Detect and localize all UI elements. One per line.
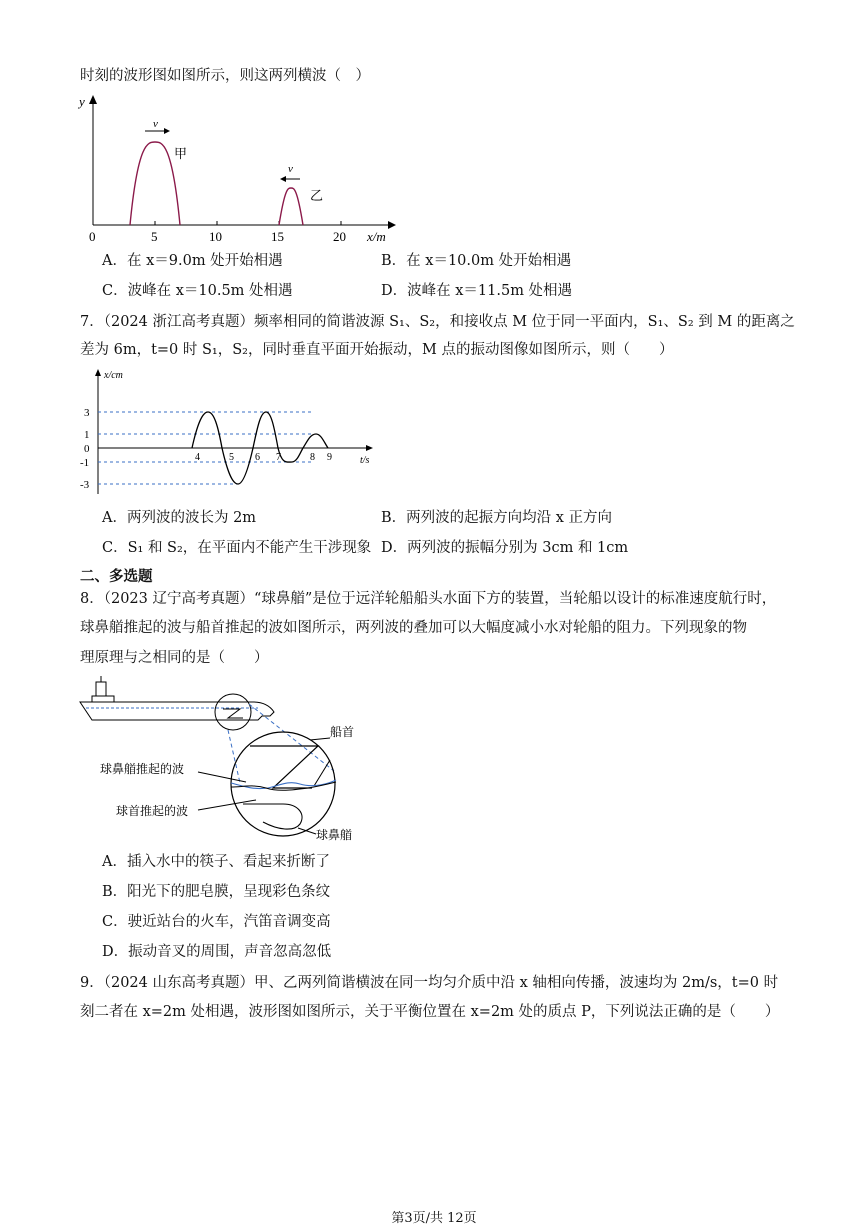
x-tick-0: 0 [89,229,96,244]
label-bow-wave: 球首推起的波 [116,804,189,818]
x-axis-label: t/s [360,455,370,466]
x-tick-10: 10 [209,229,222,244]
q8-line2: 球鼻艏推起的波与船首推起的波如图所示，两列波的叠加可以大幅度减小水对轮船的阻力。下列现象的物 [80,620,747,636]
page-footer: 第3页/共 12页 [391,1211,477,1226]
q6-intro: 时刻的波形图如图所示，则这两列横波（ ） [80,68,370,84]
x-axis-label: x/m [367,229,386,244]
q6-option-b: B．在 x＝10.0m 处开始相遇 [381,253,572,269]
y-axis-label: x/cm [104,370,123,381]
x-tick-4: 4 [195,452,200,463]
wave-jia [130,142,180,225]
q6-option-d: D．波峰在 x＝11.5m 处相遇 [381,283,573,299]
wave-yi [279,188,303,225]
q7-option-c: C．S₁ 和 S₂，在平面内不能产生干涉现象 [102,540,372,556]
q8-ship-figure [78,676,378,846]
wave-yi-label: 乙 [310,188,324,203]
x-tick-7: 7 [276,452,281,463]
q7-line2: 差为 6m，t=0 时 S₁，S₂，同时垂直平面开始振动，M 点的振动图像如图所示，则（ ） [80,342,674,358]
q7-option-b: B．两列波的起振方向均沿 x 正方向 [381,510,613,526]
q8-option-b: B．阳光下的肥皂膜，呈现彩色条纹 [102,884,331,900]
y-tick-neg1: -1 [80,457,90,469]
x-tick-8: 8 [310,452,315,463]
y-tick-neg3: -3 [80,479,90,491]
x-tick-9: 9 [327,452,332,463]
x-tick-5: 5 [151,229,158,244]
label-bulb-wave: 球鼻艏推起的波 [100,762,185,776]
q6-option-a: A．在 x＝9.0m 处开始相遇 [102,253,283,269]
q7-option-d: D．两列波的振幅分别为 3cm 和 1cm [381,540,629,556]
q8-line1: 8．（2023 辽宁高考真题）“球鼻艏”是位于远洋轮船船头水面下方的装置，当轮船以设计的标准速度航行时， [80,591,777,607]
q7-line1: 7．（2024 浙江高考真题）频率相同的简谐波源 S₁、S₂，和接收点 M 位于同一平面内，S₁、S₂ 到 M 的距离之 [80,314,795,330]
v-label-yi: v [288,163,293,175]
q8-option-c: C．驶近站台的火车，汽笛音调变高 [102,914,331,930]
label-bulb: 球鼻艏 [316,828,353,842]
q8-option-a: A．插入水中的筷子、看起来折断了 [102,854,330,870]
q6-option-c: C．波峰在 x＝10.5m 处相遇 [102,283,293,299]
x-tick-20: 20 [333,229,346,244]
x-tick-5: 5 [229,452,234,463]
q7-vibration-graph [70,366,380,498]
label-bow: 船首 [330,725,355,739]
y-tick-1: 1 [84,429,90,441]
section-heading: 二、多选题 [80,568,153,585]
y-tick-0: 0 [84,443,90,455]
wave-jia-label: 甲 [174,146,188,161]
v-label-jia: v [153,118,158,130]
q9-line2: 刻二者在 x=2m 处相遇，波形图如图所示，关于平衡位置在 x=2m 处的质点 P，下列说法正确的是（ ） [80,1004,780,1020]
x-tick-6: 6 [255,452,260,463]
q8-line3: 理原理与之相同的是（ ） [80,650,269,666]
q8-option-d: D．振动音叉的周围，声音忽高忽低 [102,944,332,960]
q6-wave-graph [70,90,400,245]
q7-option-a: A．两列波的波长为 2m [102,510,257,526]
y-axis-label: y [79,94,85,109]
x-tick-15: 15 [271,229,284,244]
q9-line1: 9．（2024 山东高考真题）甲、乙两列简谐横波在同一均匀介质中沿 x 轴相向传播，波速均为 2m/s，t=0 时 [80,975,779,991]
y-tick-3: 3 [84,407,90,419]
